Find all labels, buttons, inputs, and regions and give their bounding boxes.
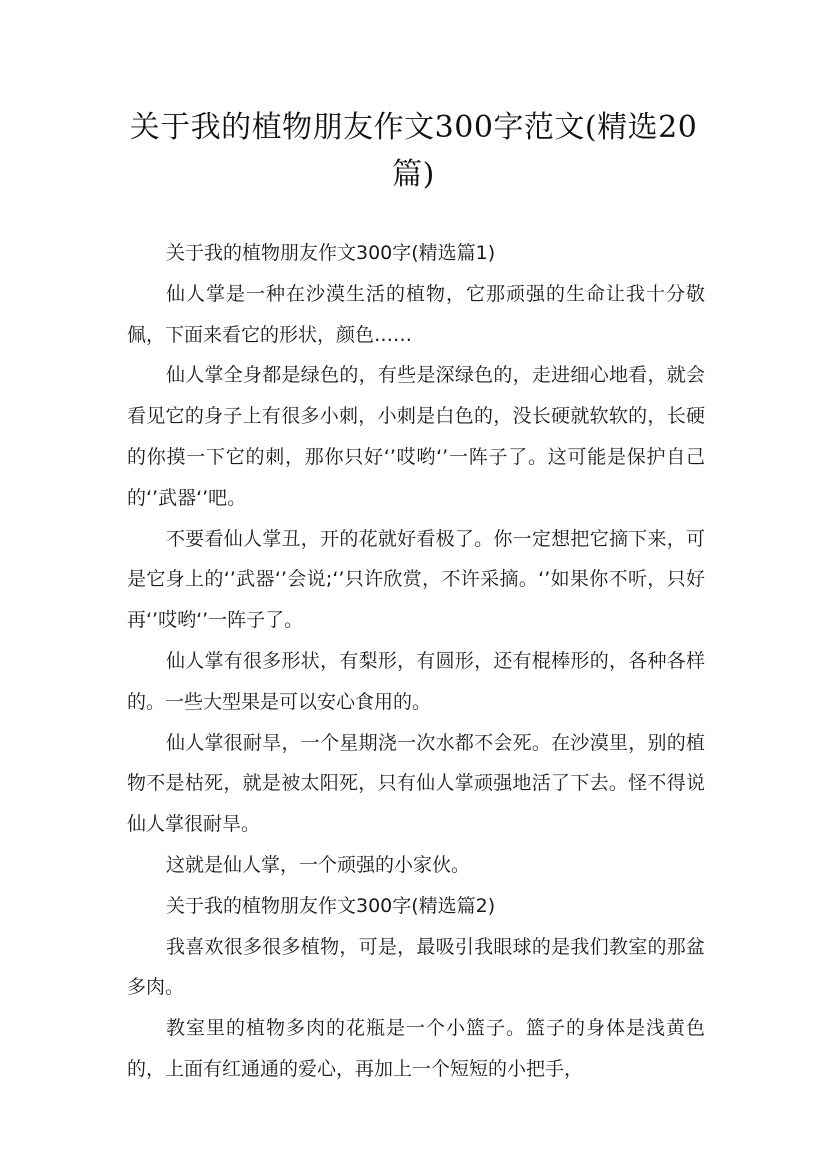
paragraph: 仙人掌有很多形状，有梨形，有圆形，还有棍棒形的，各种各样的。一些大型果是可以安心食用的。 <box>127 649 705 713</box>
paragraph: 仙人掌是一种在沙漠生活的植物，它那顽强的生命让我十分敬佩，下面来看它的形状，颜色…… <box>127 282 705 346</box>
document-title: 关于我的植物朋友作文300字范文(精选20篇) <box>129 110 698 192</box>
section-heading: 关于我的植物朋友作文300字(精选篇2) <box>166 894 496 917</box>
paragraph: 仙人掌全身都是绿色的，有些是深绿色的，走进细心地看，就会看见它的身子上有很多小刺，小刺是白色的，没长硬就软软的，长硬的你摸一下它的刺，那你只好‘’哎哟‘’一阵子了。这可能是保护自己的‘’武器‘’吧。 <box>127 364 705 509</box>
paragraph: 我喜欢很多很多植物，可是，最吸引我眼球的是我们教室的那盆多肉。 <box>127 935 705 999</box>
section-heading: 关于我的植物朋友作文300字(精选篇1) <box>166 242 496 264</box>
paragraph: 教室里的植物多肉的花瓶是一个小篮子。篮子的身体是浅黄色的，上面有红通通的爱心，再加上一个短短的小把手， <box>127 1017 705 1080</box>
paragraph: 这就是仙人掌，一个顽强的小家伙。 <box>166 853 471 876</box>
document-body <box>127 233 705 1090</box>
paragraph: 仙人掌很耐旱，一个星期浇一次水都不会死。在沙漠里，别的植物不是枯死，就是被太阳死，只有仙人掌顽强地活了下去。怪不得说仙人掌很耐旱。 <box>127 731 705 836</box>
paragraph: 不要看仙人掌丑，开的花就好看极了。你一定想把它摘下来，可是它身上的‘’武器‘’会说;‘’只许欣赏，不许采摘。‘’如果你不听，只好再‘’哎哟‘’一阵子了。 <box>127 527 705 632</box>
